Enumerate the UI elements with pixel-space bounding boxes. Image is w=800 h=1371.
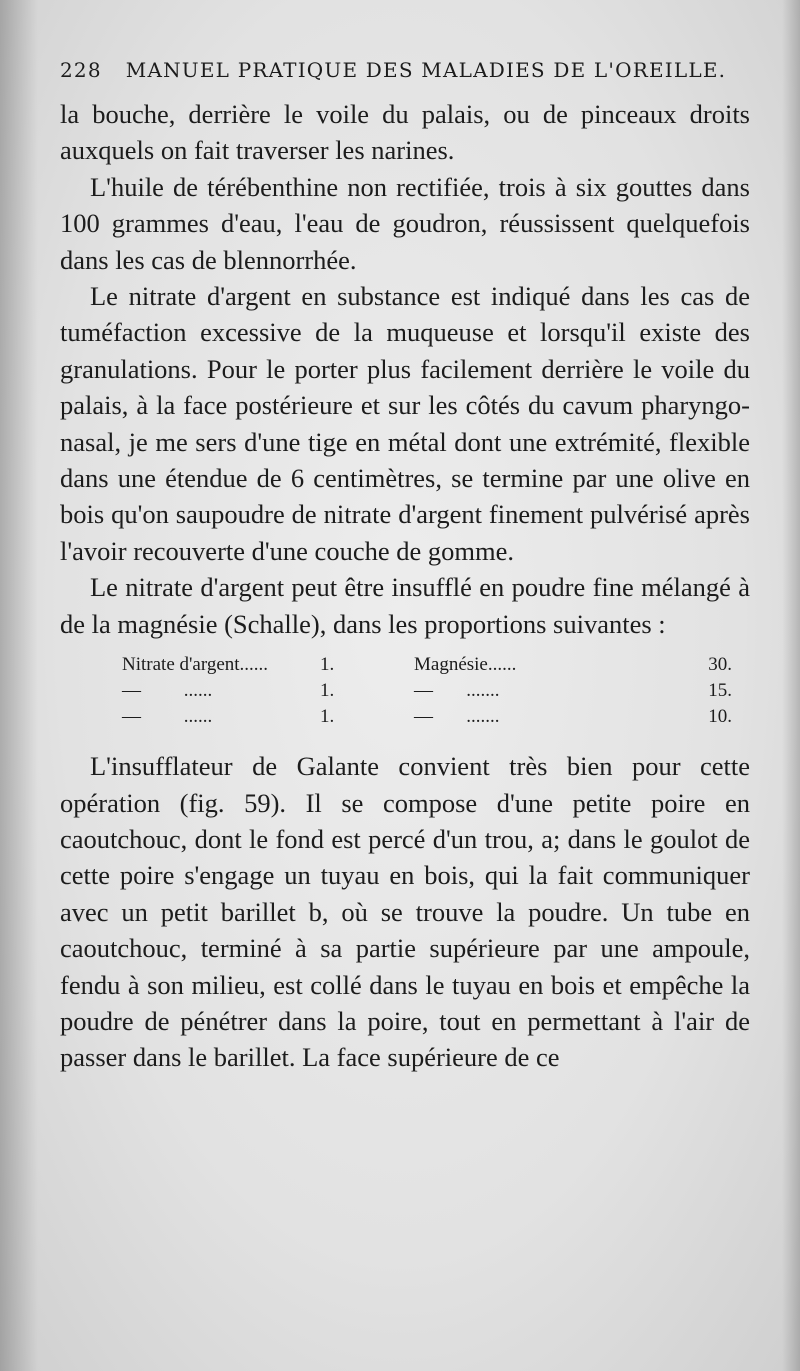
formula-right-label: — ....... [414,706,500,728]
binding-shadow [0,0,38,1371]
page-number: 228 [60,58,102,82]
formula-left-value: 1. [320,706,335,728]
formula-table [60,652,750,730]
formula-left-label: — ...... [122,680,213,702]
paragraph-2: L'huile de térébenthine non rectifiée, trois à six gouttes dans 100 grammes d'eau, l'eau de goudron, réussissent quelquefois dans les cas de blennorrhée. [60,171,750,275]
formula-right-value: 30. [708,654,732,676]
paragraph-3: Le nitrate d'argent en substance est indiqué dans les cas de tuméfaction excessive de la muqueuse et lorsqu'il existe des granulations. Pour le porter plus facilement derrière le voile du palais, à la face postérieure et sur les côtés du cavum pharyngo-nasal, je me sers d'une tige en métal dont une extrémité, flexible dans une étendue de 6 centimètres, se termine par une olive en bois qu'on saupoudre de nitrate d'argent finement pulvérisé après l'avoir recouverte d'une couche de gomme. [60,281,750,566]
paragraph-1: la bouche, derrière le voile du palais, ou de pinceaux droits auxquels on fait traverser les narines. [60,99,750,166]
body-text [60,96,750,1076]
formula-row [60,704,750,730]
formula-row [60,678,750,704]
running-header [60,58,730,82]
formula-left-value: 1. [320,680,335,702]
page-edge-shadow [782,0,800,1371]
formula-left-value: 1. [320,654,335,676]
formula-left-label: — ...... [122,706,213,728]
formula-right-value: 10. [708,706,732,728]
formula-right-label: Magnésie...... [414,654,517,676]
running-title: MANUEL PRATIQUE DES MALADIES DE L'OREILLE. [125,58,727,82]
formula-left-label: Nitrate d'argent...... [122,654,269,676]
formula-row [60,652,750,678]
paragraph-5: L'insufflateur de Galante convient très bien pour cette opération (fig. 59). Il se compose d'une petite poire en caoutchouc, dont le fond est percé d'un trou, a; dans le goulot de cette poire s'engage un tuyau en bois, qui la fait communiquer avec un petit barillet b, où se trouve la poudre. Un tube en caoutchouc, terminé à sa partie supérieure par une ampoule, fendu à son milieu, est collé dans le tuyau en bois et empêche la poudre de pénétrer dans la poire, tout en permettant à l'air de passer dans le barillet. La face supérieure de ce [60,751,750,1073]
formula-right-value: 15. [708,680,732,702]
formula-right-label: — ....... [414,680,500,702]
paragraph-4: Le nitrate d'argent peut être insufflé en poudre fine mélangé à de la magnésie (Schalle), dans les proportions suivantes : [60,572,750,639]
